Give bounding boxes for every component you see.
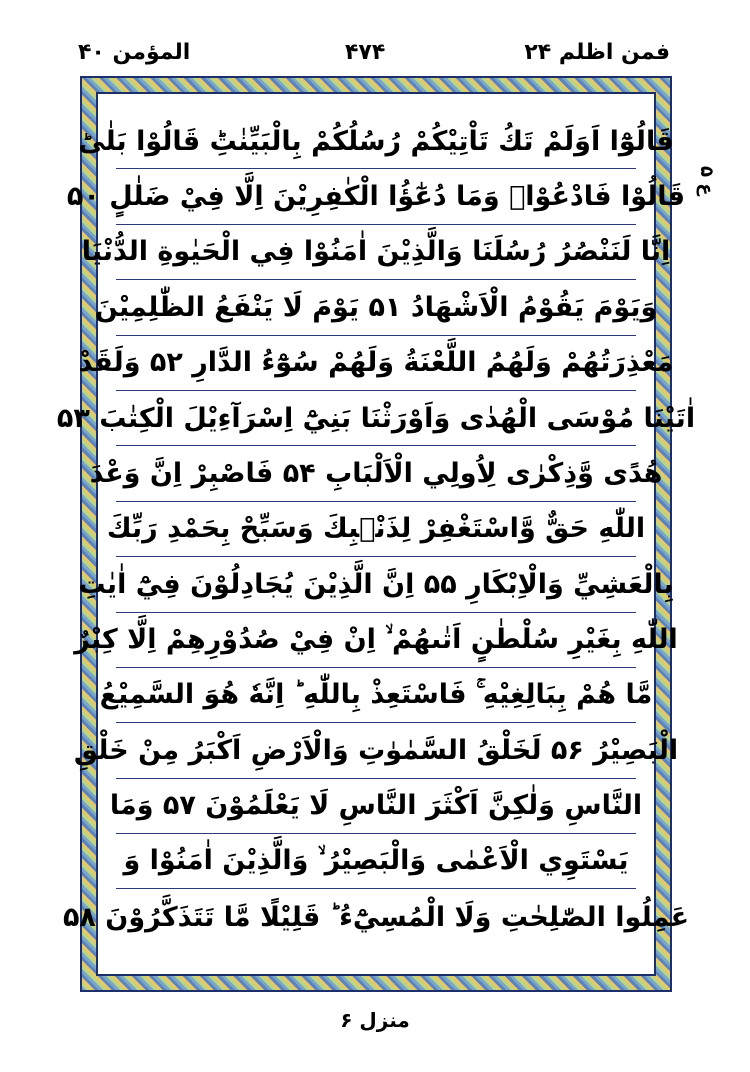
verse-line-7: هُدًى وَّذِكْرٰى لِاُولِي الْاَلْبَابِ ۵۴ فَاصْبِرْ اِنَّ وَعْدَ (116, 446, 636, 501)
verse-line-15: عَمِلُوا الصّٰلِحٰتِ وَلَا الْمُسِيْٓءُ ؕ قَلِيْلًا مَّا تَتَذَكَّرُوْنَ ۵۸ (62, 901, 690, 933)
verse-line-12: الْبَصِيْرُ ۵۶ لَخَلْقُ السَّمٰوٰتِ وَالْاَرْضِ اَكْبَرُ مِنْ خَلْقِ (116, 723, 636, 778)
page-number: ۴۷۴ (345, 40, 386, 65)
verse-line-11: مَّا هُمْ بِبَالِغِيْهِ ۚ فَاسْتَعِذْ بِاللّٰهِ ؕ اِنَّهٗ هُوَ السَّمِيْعُ (116, 668, 636, 723)
decorative-page-border (56, 76, 696, 992)
verse-line-1: قَالُوْٓا اَوَلَمْ تَكُ تَاْتِيْكُمْ رُسُلُكُمْ بِالْبَيِّنٰتِؕ قَالُوْا بَلٰىؕ (116, 114, 636, 169)
verse-line-2: قَالُوْا فَادْعُوْاۚ وَمَا دُعٰٓؤُا الْكٰفِرِيْنَ اِلَّا فِيْ ضَلٰلٍ ۵۰ (116, 169, 636, 224)
manzil-footer: منزل ۶ (340, 1008, 410, 1032)
verse-line-9: بِالْعَشِيِّ وَالْاِبْكَارِ ۵۵ اِنَّ الَّذِيْنَ يُجَادِلُوْنَ فِيْٓ اٰيٰتِ (116, 557, 636, 612)
page-header (0, 0, 750, 70)
text-panel (56, 92, 696, 976)
ruku-marker: ع ۵ (696, 166, 717, 196)
verse-line-4: وَيَوْمَ يَقُوْمُ الْاَشْهَادُ ۵۱ يَوْمَ لَا يَنْفَعُ الظّٰلِمِيْنَ (116, 280, 636, 335)
verse-line-10: اللّٰهِ بِغَيْرِ سُلْطٰنٍ اَتٰىهُمْ ۙ اِنْ فِيْ صُدُوْرِهِمْ اِلَّا كِبْرٌ (116, 613, 636, 668)
verse-line-8: اللّٰهِ حَقٌّ وَّاسْتَغْفِرْ لِذَنْۢبِكَ وَسَبِّحْ بِحَمْدِ رَبِّكَ (116, 502, 636, 557)
verse-line-14: يَسْتَوِي الْاَعْمٰى وَالْبَصِيْرُ ۙ وَالَّذِيْنَ اٰمَنُوْا وَ (116, 834, 636, 889)
verse-line-6: اٰتَيْنَا مُوْسَى الْهُدٰى وَاَوْرَثْنَا بَنِيْٓ اِسْرَآءِيْلَ الْكِتٰبَ ۵۳ (116, 391, 636, 446)
verse-lines (56, 114, 696, 954)
verse-line-13: النَّاسِ وَلٰكِنَّ اَكْثَرَ النَّاسِ لَا يَعْلَمُوْنَ ۵۷ وَمَا (116, 779, 636, 834)
verse-line-5: مَعْذِرَتُهُمْ وَلَهُمُ اللَّعْنَةُ وَلَهُمْ سُوْٓءُ الدَّارِ ۵۲ وَلَقَدْ (116, 336, 636, 391)
surah-name-label: المؤمن ۴۰ (78, 40, 191, 65)
juz-name-label: فمن اظلم ۲۴ (524, 40, 670, 65)
verse-line-3: اِنَّا لَنَنْصُرُ رُسُلَنَا وَالَّذِيْنَ اٰمَنُوْا فِي الْحَيٰوةِ الدُّنْيَا (116, 225, 636, 280)
